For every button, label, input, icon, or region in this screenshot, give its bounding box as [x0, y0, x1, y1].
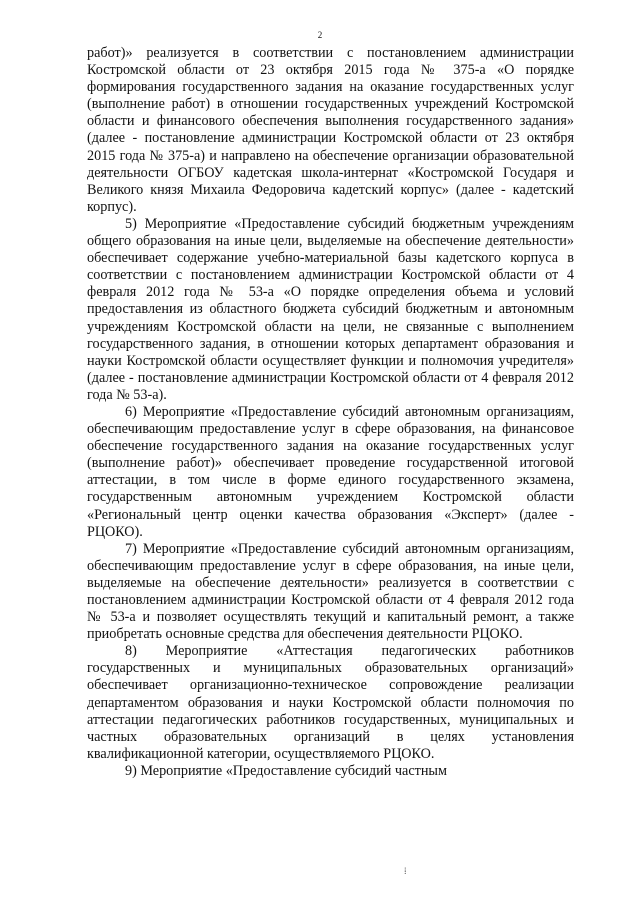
paragraph-continuation: работ)» реализуется в соответствии с постановлением администрации Костромской области от 23 октября 2015 года № 375-а «О порядке формирования государственного задания на оказание государственных услуг (выполнение работ) в отношении государственных учреждений Костромской области и финансового обеспечения выполнения государственного задания» (далее - постановление администрации Костромской области от 23 октября 2015 года № 375-а) и направлено на обеспечение организации образовательной деятельности ОГБОУ кадетская школа-интернат «Костромской Государя и Великого князя Михаила Федоровича кадетский корпус» (далее - кадетский корпус). [87, 45, 574, 215]
paragraph-item-8: 8) Мероприятие «Аттестация педагогических работников государственных и муниципальных образовательных организаций» обеспечивает организационно-техническое сопровождение реализации департаментом образования и науки Костромской области полномочия по аттестации педагогических работников государственных, муниципальных и частных образовательных организаций в целях установления квалификационной категории, осуществляемого РЦОКО. [87, 643, 574, 762]
scan-artifact-mark: ⁞ [404, 866, 407, 876]
paragraph-item-9: 9) Мероприятие «Предоставление субсидий частным [125, 762, 447, 779]
paragraph-item-6: 6) Мероприятие «Предоставление субсидий автономным организациям, обеспечивающим предоставление услуг в сфере образования, на финансовое обеспечение государственного задания на оказание государственных услуг (выполнение работ)» обеспечивает проведение государственной итоговой аттестации, в том числе в форме единого государственного экзамена, государственным автономным учреждением Костромской области «Региональный центр оценки качества образования «Эксперт» (далее - РЦОКО). [87, 403, 574, 540]
document-body [87, 45, 574, 780]
page-number: 2 [317, 30, 323, 40]
paragraph-item-7: 7) Мероприятие «Предоставление субсидий автономным организациям, обеспечивающим предоставление услуг в сфере образования, на иные цели, выделяемые на обеспечение деятельности» реализуется в соответствии с постановлением администрации Костромской области от 4 февраля 2012 года № 53-а и позволяет осуществлять текущий и капитальный ремонт, а также приобретать основные средства для обеспечения деятельности РЦОКО. [87, 540, 574, 643]
paragraph-item-5: 5) Мероприятие «Предоставление субсидий бюджетным учреждениям общего образования на иные цели, выделяемые на обеспечение деятельности» обеспечивает содержание учебно-материальной базы кадетского корпуса в соответствии с постановлением администрации Костромской области от 4 февраля 2012 года № 53-а «О порядке определения объема и условий предоставления из областного бюджета субсидий бюджетным и автономным учреждениям Костромской области на цели, не связанные с выполнением государственного задания, в отношении которых департамент образования и науки Костромской области осуществляет функции и полномочия учредителя» (далее - постановление администрации Костромской области от 4 февраля 2012 года № 53-а). [87, 215, 574, 403]
